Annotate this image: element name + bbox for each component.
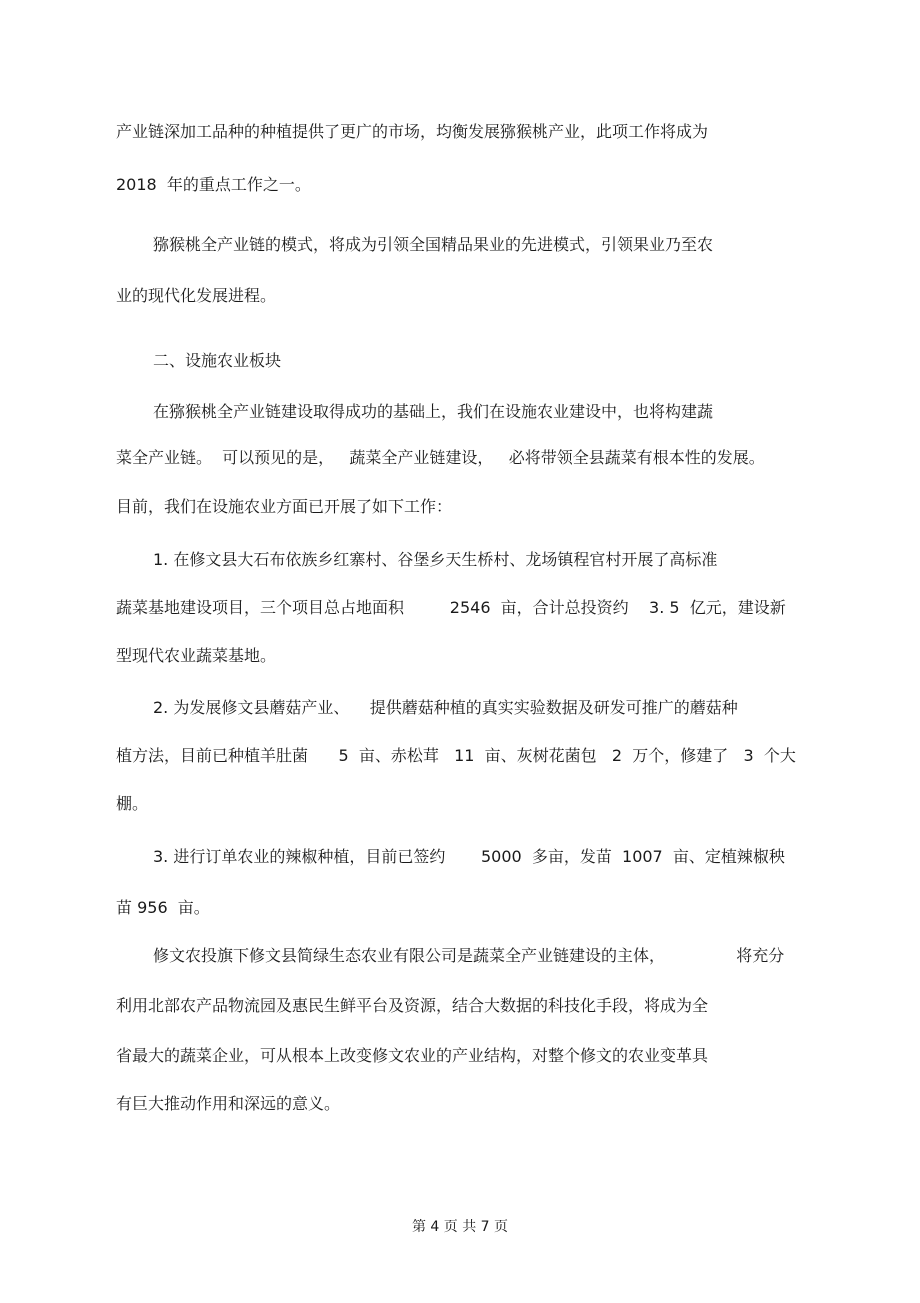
body-text-line: 在猕猴桃全产业链建设取得成功的基础上，我们在设施农业建设中，也将构建蔬	[153, 402, 714, 421]
body-text-line: 目前，我们在设施农业方面已开展了如下工作：	[116, 497, 453, 516]
body-text-line: 修文农投旗下修文县简绿生态农业有限公司是蔬菜全产业链建设的主体， 将充分	[153, 946, 785, 965]
body-text-line: 业的现代化发展进程。	[116, 286, 277, 305]
section-heading: 二、设施农业板块	[153, 351, 282, 370]
body-text-line: 菜全产业链。 可以预见的是， 蔬菜全产业链建设， 必将带领全县蔬菜有根本性的发展。	[116, 448, 765, 467]
list-item-line: 型现代农业蔬菜基地。	[116, 646, 277, 665]
list-item-line: 植方法，目前已种植羊肚菌 5 亩、赤松茸 11 亩、灰树花菌包 2 万个，修建了 3 个大	[116, 746, 796, 765]
body-text-line: 利用北部农产品物流园及惠民生鲜平台及资源，结合大数据的科技化手段，将成为全	[116, 996, 709, 1015]
list-item-line: 蔬菜基地建设项目，三个项目总占地面积 2546 亩，合计总投资约 3. 5 亿元，建设新	[116, 598, 786, 617]
body-text-line: 产业链深加工品种的种植提供了更广的市场，均衡发展猕猴桃产业，此项工作将成为	[116, 122, 709, 141]
body-text-line: 有巨大推动作用和深远的意义。	[116, 1094, 341, 1113]
list-item-line: 棚。	[116, 794, 149, 813]
body-text-line: 猕猴桃全产业链的模式，将成为引领全国精品果业的先进模式，引领果业乃至农	[153, 235, 714, 254]
body-text-line: 省最大的蔬菜企业，可从根本上改变修文农业的产业结构，对整个修文的农业变革具	[116, 1046, 709, 1065]
list-item-line: 3. 进行订单农业的辣椒种植，目前已签约 5000 多亩，发苗 1007 亩、定植辣椒秧	[153, 847, 785, 866]
list-item-line: 苗 956 亩。	[116, 898, 210, 917]
page-number-footer: 第 4 页 共 7 页	[411, 1219, 509, 1235]
body-text-line: 2018 年的重点工作之一。	[116, 175, 311, 194]
list-item-line: 2. 为发展修文县蘑菇产业、 提供蘑菇种植的真实实验数据及研发可推广的蘑菇种	[153, 698, 738, 717]
list-item-line: 1. 在修文县大石布依族乡红寨村、谷堡乡天生桥村、龙场镇程官村开展了高标准	[153, 550, 718, 569]
